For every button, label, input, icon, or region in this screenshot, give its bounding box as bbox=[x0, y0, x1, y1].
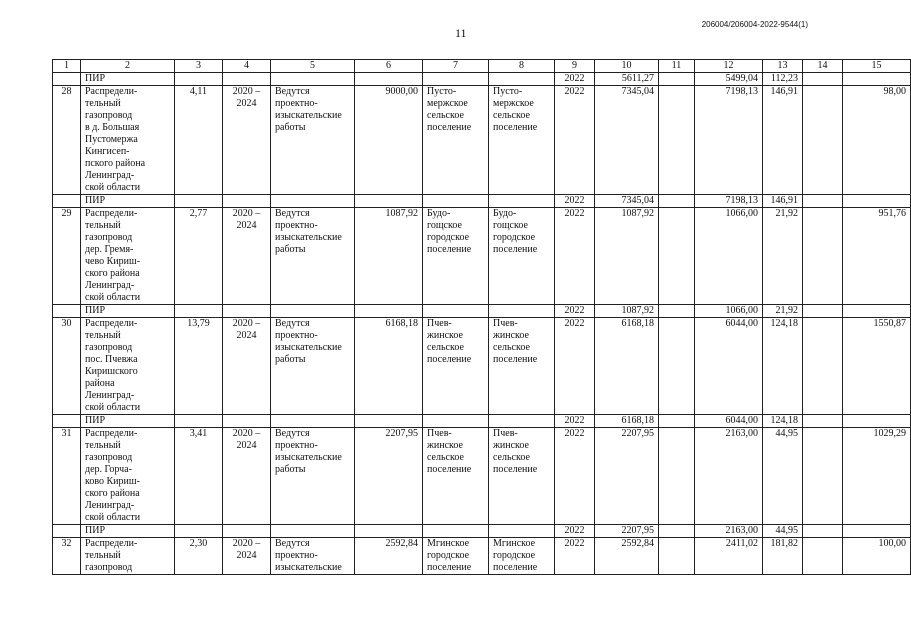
status-cell: Ведутся проектно- изыскательские работы bbox=[271, 86, 355, 195]
table-row bbox=[53, 318, 911, 415]
work-type: ПИР bbox=[81, 525, 175, 538]
municipality-cell: Пусто- мержское сельское поселение bbox=[423, 86, 489, 195]
year-cell: 2022 bbox=[555, 208, 595, 305]
value-cell: 1066,00 bbox=[695, 305, 763, 318]
municipality-cell: Мгинское городское поселение bbox=[423, 538, 489, 575]
year-cell: 2022 bbox=[555, 73, 595, 86]
value-cell: 6044,00 bbox=[695, 415, 763, 428]
value-cell: 6044,00 bbox=[695, 318, 763, 415]
value-cell: 2163,00 bbox=[695, 525, 763, 538]
work-type: ПИР bbox=[81, 195, 175, 208]
object-name: Распредели- тельный газопровод дер. Горча- ково Кириш- ского района Ленинград- ской области bbox=[81, 428, 175, 525]
period-cell: 2020 – 2024 bbox=[223, 318, 271, 415]
year-cell: 2022 bbox=[555, 538, 595, 575]
object-name: Распредели- тельный газопровод дер. Гремя- чево Кириш- ского района Ленинград- ской области bbox=[81, 208, 175, 305]
value-cell: 2163,00 bbox=[695, 428, 763, 525]
header-cell: 6 bbox=[355, 60, 423, 73]
row-number: 32 bbox=[53, 538, 81, 575]
value-cell: 5611,27 bbox=[595, 73, 659, 86]
data-table bbox=[52, 59, 911, 575]
year-cell: 2022 bbox=[555, 415, 595, 428]
value-cell: 6168,18 bbox=[595, 318, 659, 415]
year-cell: 2022 bbox=[555, 428, 595, 525]
work-type: ПИР bbox=[81, 415, 175, 428]
length-cell: 13,79 bbox=[175, 318, 223, 415]
table-subrow bbox=[53, 525, 911, 538]
municipality-cell: Будо- гощское городское поселение bbox=[489, 208, 555, 305]
value-cell: 2207,95 bbox=[595, 428, 659, 525]
value-cell: 6168,18 bbox=[595, 415, 659, 428]
object-name: Распредели- тельный газопровод bbox=[81, 538, 175, 575]
header-cell: 5 bbox=[271, 60, 355, 73]
value-cell: 44,95 bbox=[763, 428, 803, 525]
object-name: Распредели- тельный газопровод в д. Большая Пустомержа Кингисеп- пского района Ленинград- ской области bbox=[81, 86, 175, 195]
status-cell: Ведутся проектно- изыскательские bbox=[271, 538, 355, 575]
page-number: 11 bbox=[455, 26, 467, 40]
period-cell: 2020 – 2024 bbox=[223, 428, 271, 525]
header-cell: 9 bbox=[555, 60, 595, 73]
municipality-cell: Пчев- жинское сельское поселение bbox=[423, 428, 489, 525]
year-cell: 2022 bbox=[555, 195, 595, 208]
cost-cell: 2592,84 bbox=[355, 538, 423, 575]
header-cell: 14 bbox=[803, 60, 843, 73]
value-cell: 21,92 bbox=[763, 305, 803, 318]
row-number: 31 bbox=[53, 428, 81, 525]
table-subrow bbox=[53, 73, 911, 86]
object-name: Распредели- тельный газопровод пос. Пчевжа Киришского района Ленинград- ской области bbox=[81, 318, 175, 415]
value-cell: 1087,92 bbox=[595, 208, 659, 305]
status-cell: Ведутся проектно- изыскательские работы bbox=[271, 318, 355, 415]
value-cell: 21,92 bbox=[763, 208, 803, 305]
length-cell: 2,77 bbox=[175, 208, 223, 305]
value-cell: 7345,04 bbox=[595, 195, 659, 208]
municipality-cell: Будо- гощское городское поселение bbox=[423, 208, 489, 305]
value-cell: 2411,02 bbox=[695, 538, 763, 575]
value-cell: 124,18 bbox=[763, 318, 803, 415]
municipality-cell: Пчев- жинское сельское поселение bbox=[489, 318, 555, 415]
header-cell: 15 bbox=[843, 60, 911, 73]
municipality-cell: Пчев- жинское сельское поселение bbox=[423, 318, 489, 415]
value-cell: 951,76 bbox=[843, 208, 911, 305]
header-cell: 4 bbox=[223, 60, 271, 73]
header-cell: 13 bbox=[763, 60, 803, 73]
value-cell: 44,95 bbox=[763, 525, 803, 538]
cost-cell: 2207,95 bbox=[355, 428, 423, 525]
cost-cell: 6168,18 bbox=[355, 318, 423, 415]
value-cell: 5499,04 bbox=[695, 73, 763, 86]
work-type: ПИР bbox=[81, 73, 175, 86]
value-cell: 7198,13 bbox=[695, 86, 763, 195]
status-cell: Ведутся проектно- изыскательские работы bbox=[271, 208, 355, 305]
year-cell: 2022 bbox=[555, 318, 595, 415]
row-number: 29 bbox=[53, 208, 81, 305]
municipality-cell: Мгинское городское поселение bbox=[489, 538, 555, 575]
header-cell: 1 bbox=[53, 60, 81, 73]
value-cell: 1087,92 bbox=[595, 305, 659, 318]
row-number: 28 bbox=[53, 86, 81, 195]
table-row bbox=[53, 86, 911, 195]
header-cell: 2 bbox=[81, 60, 175, 73]
period-cell: 2020 – 2024 bbox=[223, 208, 271, 305]
header-cell: 10 bbox=[595, 60, 659, 73]
table-row bbox=[53, 538, 911, 575]
value-cell: 98,00 bbox=[843, 86, 911, 195]
value-cell: 1029,29 bbox=[843, 428, 911, 525]
table-subrow bbox=[53, 415, 911, 428]
header-cell: 7 bbox=[423, 60, 489, 73]
municipality-cell: Пчев- жинское сельское поселение bbox=[489, 428, 555, 525]
value-cell: 1550,87 bbox=[843, 318, 911, 415]
year-cell: 2022 bbox=[555, 305, 595, 318]
work-type: ПИР bbox=[81, 305, 175, 318]
value-cell: 112,23 bbox=[763, 73, 803, 86]
value-cell: 100,00 bbox=[843, 538, 911, 575]
status-cell: Ведутся проектно- изыскательские работы bbox=[271, 428, 355, 525]
length-cell: 3,41 bbox=[175, 428, 223, 525]
header-row bbox=[53, 60, 911, 73]
value-cell: 7345,04 bbox=[595, 86, 659, 195]
period-cell: 2020 – 2024 bbox=[223, 86, 271, 195]
header-cell: 3 bbox=[175, 60, 223, 73]
value-cell: 2592,84 bbox=[595, 538, 659, 575]
value-cell: 1066,00 bbox=[695, 208, 763, 305]
year-cell: 2022 bbox=[555, 86, 595, 195]
value-cell: 2207,95 bbox=[595, 525, 659, 538]
value-cell: 146,91 bbox=[763, 86, 803, 195]
row-number: 30 bbox=[53, 318, 81, 415]
period-cell: 2020 – 2024 bbox=[223, 538, 271, 575]
year-cell: 2022 bbox=[555, 525, 595, 538]
table-row bbox=[53, 428, 911, 525]
table-subrow bbox=[53, 305, 911, 318]
cost-cell: 1087,92 bbox=[355, 208, 423, 305]
cost-cell: 9000,00 bbox=[355, 86, 423, 195]
header-cell: 12 bbox=[695, 60, 763, 73]
length-cell: 4,11 bbox=[175, 86, 223, 195]
value-cell: 146,91 bbox=[763, 195, 803, 208]
value-cell: 124,18 bbox=[763, 415, 803, 428]
value-cell: 181,82 bbox=[763, 538, 803, 575]
header-cell: 8 bbox=[489, 60, 555, 73]
municipality-cell: Пусто- мержское сельское поселение bbox=[489, 86, 555, 195]
table-row bbox=[53, 208, 911, 305]
value-cell: 7198,13 bbox=[695, 195, 763, 208]
document-id: 206004/206004-2022-9544(1) bbox=[701, 20, 808, 29]
header-cell: 11 bbox=[659, 60, 695, 73]
table-subrow bbox=[53, 195, 911, 208]
length-cell: 2,30 bbox=[175, 538, 223, 575]
